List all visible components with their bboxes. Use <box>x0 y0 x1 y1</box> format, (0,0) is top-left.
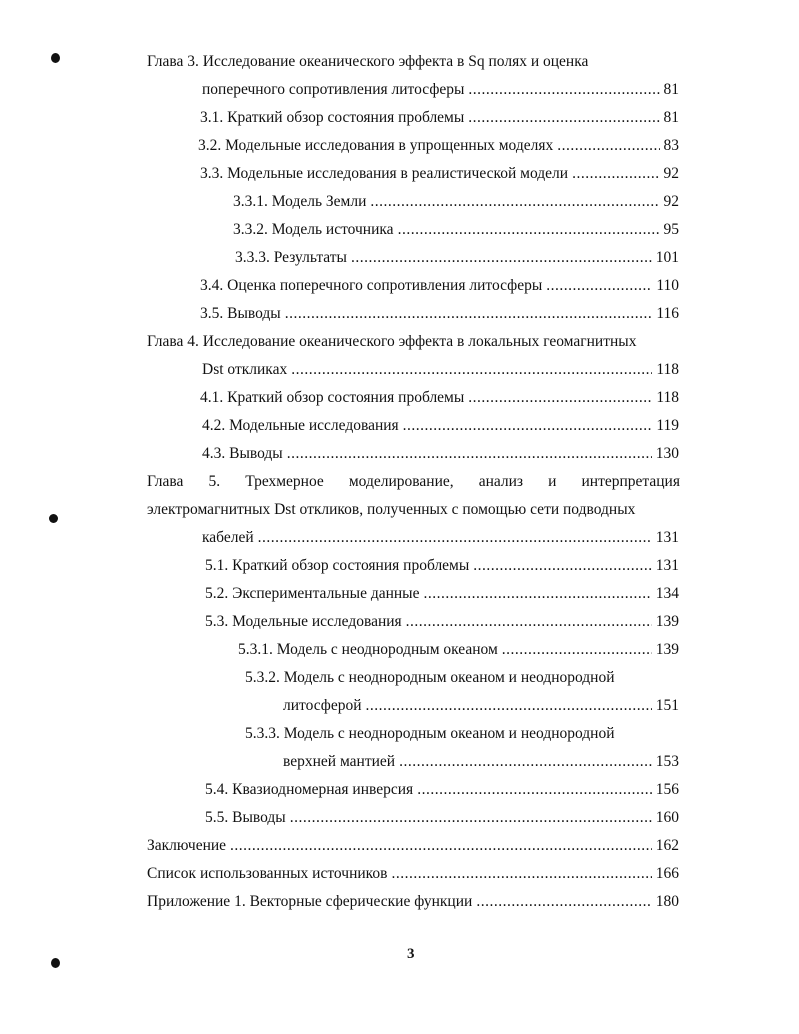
toc-page: 153 <box>655 753 679 770</box>
toc-entry-4-3 <box>202 444 679 464</box>
dot-leader <box>258 528 652 548</box>
toc-chapter5-title-line3 <box>202 528 679 548</box>
toc-label: 5.3.1. Модель с неоднородным океаном <box>238 641 498 658</box>
dot-leader <box>351 248 652 268</box>
toc-page: 166 <box>655 865 679 882</box>
toc-label: 5.2. Экспериментальные данные <box>205 585 420 602</box>
dot-leader <box>285 304 653 324</box>
toc-entry-5-3-2-line1: 5.3.2. Модель с неоднородным океаном и неоднородной <box>245 669 615 686</box>
dot-leader <box>557 136 659 156</box>
punch-hole-mark <box>49 514 58 523</box>
title-word: и <box>548 473 557 490</box>
dot-leader <box>417 780 652 800</box>
toc-page: 139 <box>655 641 679 658</box>
toc-label: 3.3.1. Модель Земли <box>233 193 367 210</box>
dot-leader <box>406 612 652 632</box>
toc-entry-3-3-1 <box>233 192 679 212</box>
toc-entry-3-5 <box>200 304 679 324</box>
toc-page: 131 <box>655 529 679 546</box>
title-word: Трехмерное <box>245 473 324 490</box>
toc-label: 3.2. Модельные исследования в упрощенных моделях <box>198 137 554 154</box>
toc-entry-conclusion <box>147 836 679 856</box>
toc-label: 5.3. Модельные исследования <box>205 613 402 630</box>
toc-page: 92 <box>663 165 679 182</box>
toc-page: 139 <box>655 613 679 630</box>
toc-label: Список использованных источников <box>147 865 388 882</box>
toc-chapter3-title-line2 <box>202 80 679 100</box>
title-word: интерпретация <box>581 473 680 490</box>
toc-entry-5-4 <box>205 780 679 800</box>
toc-entry-5-3-3-line1: 5.3.3. Модель с неоднородным океаном и неоднородной <box>245 725 615 742</box>
toc-label: 4.1. Краткий обзор состояния проблемы <box>200 389 465 406</box>
dot-leader <box>572 164 659 184</box>
toc-label: Dst откликах <box>202 361 288 378</box>
dot-leader <box>473 556 651 576</box>
dot-leader <box>546 276 652 296</box>
toc-entry-3-3-2 <box>233 220 679 240</box>
toc-entry-4-2 <box>202 416 679 436</box>
title-word: моделирование, <box>348 473 454 490</box>
toc-page: 92 <box>663 193 679 210</box>
toc-label: 4.3. Выводы <box>202 445 283 462</box>
dot-leader <box>468 388 652 408</box>
toc-entry-appendix1 <box>147 892 679 912</box>
toc-label: 5.1. Краткий обзор состояния проблемы <box>205 557 470 574</box>
toc-label: 5.5. Выводы <box>205 809 286 826</box>
dot-leader <box>391 864 651 884</box>
dot-leader <box>366 696 652 716</box>
toc-page: 156 <box>655 781 679 798</box>
dot-leader <box>476 892 651 912</box>
toc-entry-5-3 <box>205 612 679 632</box>
toc-chapter5-title-line2: электромагнитных Dst откликов, полученных с помощью сети подводных <box>147 501 636 518</box>
toc-entry-5-2 <box>205 584 679 604</box>
toc-entry-3-2 <box>198 136 679 156</box>
toc-page: 95 <box>663 221 679 238</box>
toc-entry-3-3 <box>200 164 679 184</box>
toc-label: 3.4. Оценка поперечного сопротивления литосферы <box>200 277 543 294</box>
toc-page: 119 <box>656 417 679 434</box>
toc-page: 83 <box>663 137 679 154</box>
dot-leader <box>291 360 652 380</box>
title-word: 5. <box>208 473 221 490</box>
dot-leader <box>290 808 652 828</box>
toc-label: 3.3. Модельные исследования в реалистической модели <box>200 165 569 182</box>
toc-entry-3-3-3 <box>235 248 679 268</box>
toc-entry-5-5 <box>205 808 679 828</box>
toc-label: поперечного сопротивления литосферы <box>202 81 465 98</box>
toc-entry-5-1 <box>205 556 679 576</box>
toc-chapter4-title-line2 <box>202 360 679 380</box>
dot-leader <box>468 108 659 128</box>
page-number: 3 <box>407 946 415 962</box>
toc-label: 3.3.3. Результаты <box>235 249 347 266</box>
dot-leader <box>287 444 652 464</box>
toc-entry-3-1 <box>200 108 679 128</box>
toc-entry-5-3-2 <box>283 696 679 716</box>
dot-leader <box>502 640 652 660</box>
toc-label: Приложение 1. Векторные сферические функции <box>147 893 473 910</box>
dot-leader <box>398 220 660 240</box>
dot-leader <box>399 752 652 772</box>
dot-leader <box>468 80 659 100</box>
toc-label: Заключение <box>147 837 227 854</box>
dot-leader <box>370 192 659 212</box>
toc-page: 131 <box>655 557 679 574</box>
toc-page: 101 <box>655 249 679 266</box>
toc-page: 118 <box>656 361 679 378</box>
toc-page: 134 <box>655 585 679 602</box>
toc-page: 81 <box>663 109 679 126</box>
punch-hole-mark <box>51 958 60 968</box>
toc-label: 3.5. Выводы <box>200 305 281 322</box>
toc-page: 116 <box>656 305 679 322</box>
punch-hole-mark <box>51 53 60 63</box>
toc-entry-5-3-3 <box>283 752 679 772</box>
title-word: Глава <box>147 473 184 490</box>
toc-page: 81 <box>663 81 679 98</box>
title-word: анализ <box>478 473 524 490</box>
toc-page: 162 <box>655 837 679 854</box>
toc-label: литосферой <box>283 697 362 714</box>
toc-entry-references <box>147 864 679 884</box>
toc-label: 3.1. Краткий обзор состояния проблемы <box>200 109 465 126</box>
toc-label: 4.2. Модельные исследования <box>202 417 399 434</box>
toc-entry-4-1 <box>200 388 679 408</box>
toc-entry-5-3-1 <box>238 640 679 660</box>
toc-label: кабелей <box>202 529 254 546</box>
toc-page: 180 <box>655 893 679 910</box>
toc-page: 118 <box>656 389 679 406</box>
toc-page: 160 <box>655 809 679 826</box>
toc-chapter3-title-line1: Глава 3. Исследование океанического эффекта в Sq полях и оценка <box>147 53 589 70</box>
toc-chapter4-title-line1: Глава 4. Исследование океанического эффекта в локальных геомагнитных <box>147 333 637 350</box>
toc-entry-3-4 <box>200 276 679 296</box>
dot-leader <box>230 836 652 856</box>
toc-chapter5-title-line1 <box>147 472 680 492</box>
toc-page: 110 <box>656 277 679 294</box>
toc-label: 5.4. Квазиодномерная инверсия <box>205 781 414 798</box>
toc-page: 151 <box>655 697 679 714</box>
toc-label: верхней мантией <box>283 753 396 770</box>
toc-label: 3.3.2. Модель источника <box>233 221 394 238</box>
dot-leader <box>403 416 653 436</box>
toc-page: 130 <box>655 445 679 462</box>
dot-leader <box>423 584 651 604</box>
